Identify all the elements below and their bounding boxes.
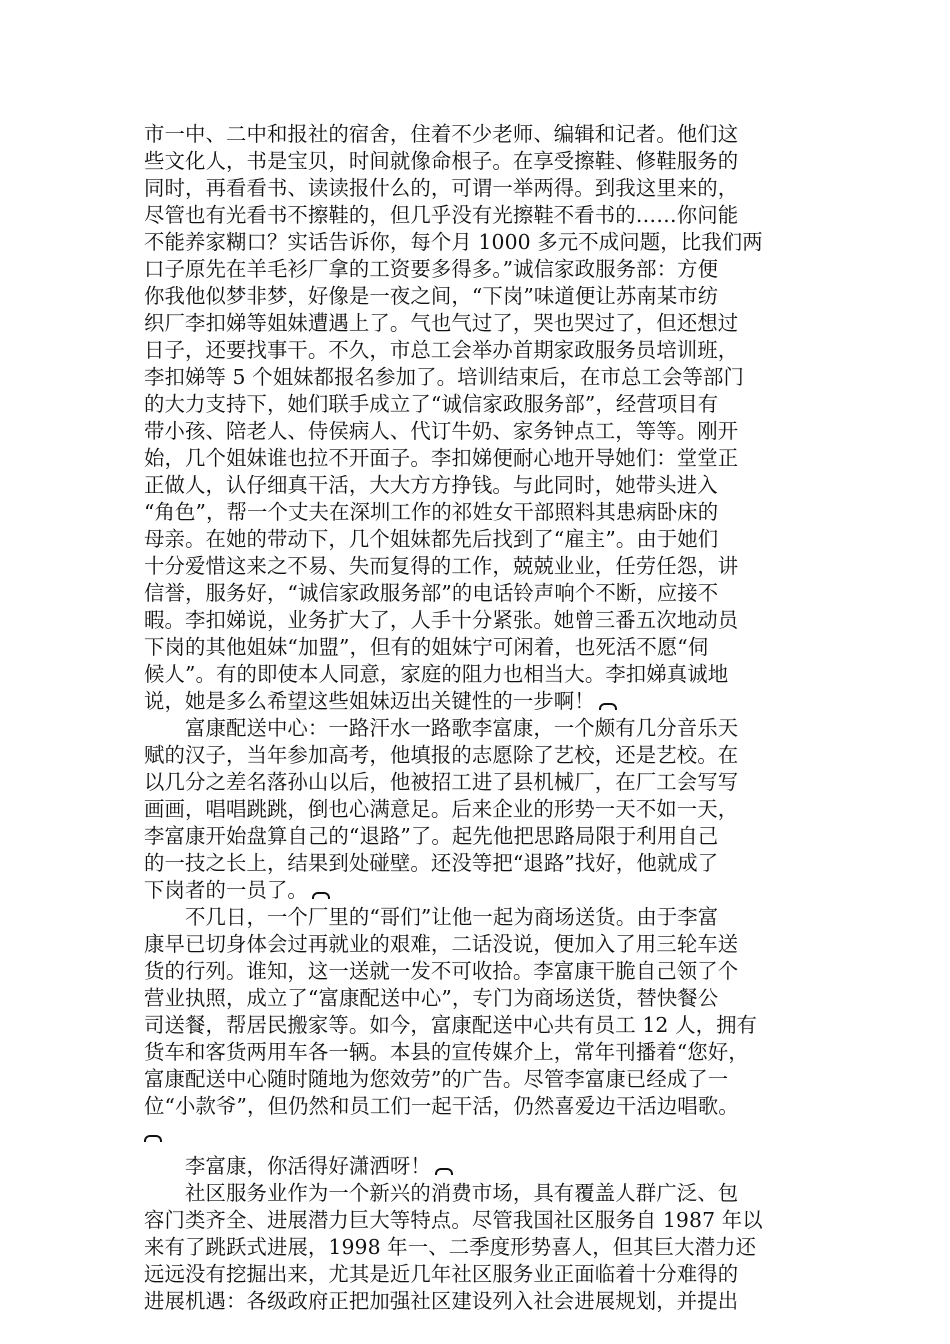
text-line: 你我他似梦非梦，好像是一夜之间，“下岗”味道便让苏南某市纺 <box>144 284 719 308</box>
text-line: 尽管也有光看书不擦鞋的，但几乎没有光擦鞋不看书的……你问能 <box>144 203 739 227</box>
text-line: 织厂李扣娣等姐妹遭遇上了。气也气过了，哭也哭过了，但还想过 <box>144 311 739 335</box>
text-line: 容门类齐全、进展潜力巨大等特点。尽管我国社区服务自 1987 年以 <box>144 1208 763 1232</box>
article-body <box>144 121 806 1315</box>
text-line: 以几分之差名落孙山以后，他被招工进了县机械厂，在厂工会写写 <box>144 770 739 794</box>
text-line: 正做人，认仔细真干活，大大方方挣钱。与此同时，她带头进入 <box>144 473 718 497</box>
text-line: 说，她是多么希望这些姐妹迈出关键性的一步啊！ <box>144 689 595 713</box>
text-line: 不几日，一个厂里的“哥们”让他一起为商场送货。由于李富 <box>144 905 719 929</box>
text-line: 营业执照，成立了“富康配送中心”，专门为商场送货，替快餐公 <box>144 986 719 1010</box>
text-line: 市一中、二中和报社的宿舍，住着不少老师、编辑和记者。他们这 <box>144 122 739 146</box>
text-line: 下岗的其他姐妹“加盟”，但有的姐妹宁可闲着，也死活不愿“伺 <box>144 635 709 659</box>
text-line: 下岗者的一员了。 <box>144 878 308 902</box>
text-line: 带小孩、陪老人、侍侯病人、代订牛奶、家务钟点工，等等。刚开 <box>144 419 739 443</box>
text-line: 候人”。有的即使本人同意，家庭的阻力也相当大。李扣娣真诚地 <box>144 662 729 686</box>
paragraph-mark-icon <box>144 1135 162 1142</box>
text-line: 始，几个姐妹谁也拉不开面子。李扣娣便耐心地开导她们：堂堂正 <box>144 446 739 470</box>
text-line-with-mark <box>144 1153 806 1180</box>
text-line: 同时，再看看书、读读报什么的，可谓一举两得。到我这里来的， <box>144 176 739 200</box>
text-line: 的一技之长上，结果到处碰壁。还没等把“退路”找好，他就成了 <box>144 851 719 875</box>
text-line: 母亲。在她的带动下，几个姐妹都先后找到了“雇主”。由于她们 <box>144 527 719 551</box>
text-line: 进展机遇：各级政府正把加强社区建设列入社会进展规划，并提出 <box>144 1289 739 1313</box>
text-line: 社区服务业作为一个新兴的消费市场，具有覆盖人群广泛、包 <box>144 1181 739 1205</box>
text-line-with-mark <box>144 1120 806 1147</box>
text-line: 富康配送中心随时随地为您效劳”的广告。尽管李富康已经成了一 <box>144 1067 729 1091</box>
text-line: 李扣娣等 5 个姐妹都报名参加了。培训结束后，在市总工会等部门 <box>144 365 744 389</box>
text-line: 赋的汉子，当年参加高考，他填报的志愿除了艺校，还是艺校。在 <box>144 743 739 767</box>
paragraph-mark-icon <box>599 703 617 710</box>
text-line: 来有了跳跃式进展，1998 年一、二季度形势喜人，但其巨大潜力还 <box>144 1235 757 1259</box>
text-line: 远远没有挖掘出来，尤其是近几年社区服务业正面临着十分难得的 <box>144 1262 739 1286</box>
text-line: 的大力支持下，她们联手成立了“诚信家政服务部”，经营项目有 <box>144 392 719 416</box>
text-line: 暇。李扣娣说，业务扩大了，人手十分紧张。她曾三番五次地动员 <box>144 608 739 632</box>
text-line-with-mark <box>144 877 806 904</box>
text-line: 司送餐，帮居民搬家等。如今，富康配送中心共有员工 12 人，拥有 <box>144 1013 758 1037</box>
text-line: 货的行列。谁知，这一送就一发不可收拾。李富康干脆自己领了个 <box>144 959 739 983</box>
text-line: 位“小款爷”，但仍然和员工们一起干活，仍然喜爱边干活边唱歌。 <box>144 1094 739 1118</box>
paragraph-mark-icon <box>435 1168 453 1175</box>
text-line: “角色”，帮一个丈夫在深圳工作的祁姓女干部照料其患病卧床的 <box>144 500 719 524</box>
text-line: 李富康开始盘算自己的“退路”了。起先他把思路局限于利用自己 <box>144 824 719 848</box>
text-line: 信誉，服务好，“诚信家政服务部”的电话铃声响个不断，应接不 <box>144 581 719 605</box>
text-line: 画画，唱唱跳跳，倒也心满意足。后来企业的形势一天不如一天， <box>144 797 739 821</box>
text-line: 些文化人，书是宝贝，时间就像命根子。在享受擦鞋、修鞋服务的 <box>144 149 739 173</box>
paragraph-mark-icon <box>312 892 330 899</box>
text-line: 富康配送中心：一路汗水一路歌李富康，一个颇有几分音乐天 <box>144 716 739 740</box>
text-line: 日子，还要找事干。不久，市总工会举办首期家政服务员培训班， <box>144 338 739 362</box>
text-line-with-mark <box>144 688 806 715</box>
text-line: 十分爱惜这来之不易、失而复得的工作，兢兢业业，任劳任怨，讲 <box>144 554 739 578</box>
text-line: 不能养家糊口？实话告诉你，每个月 1000 多元不成问题，比我们两 <box>144 230 763 254</box>
text-line: 康早已切身体会过再就业的艰难，二话没说，便加入了用三轮车送 <box>144 932 739 956</box>
text-line: 货车和客货两用车各一辆。本县的宣传媒介上，常年刊播着“您好， <box>144 1040 749 1064</box>
text-line: 李富康，你活得好潇洒呀！ <box>144 1154 431 1178</box>
text-line: 口子原先在羊毛衫厂拿的工资要多得多。”诚信家政服务部：方便 <box>144 257 719 281</box>
